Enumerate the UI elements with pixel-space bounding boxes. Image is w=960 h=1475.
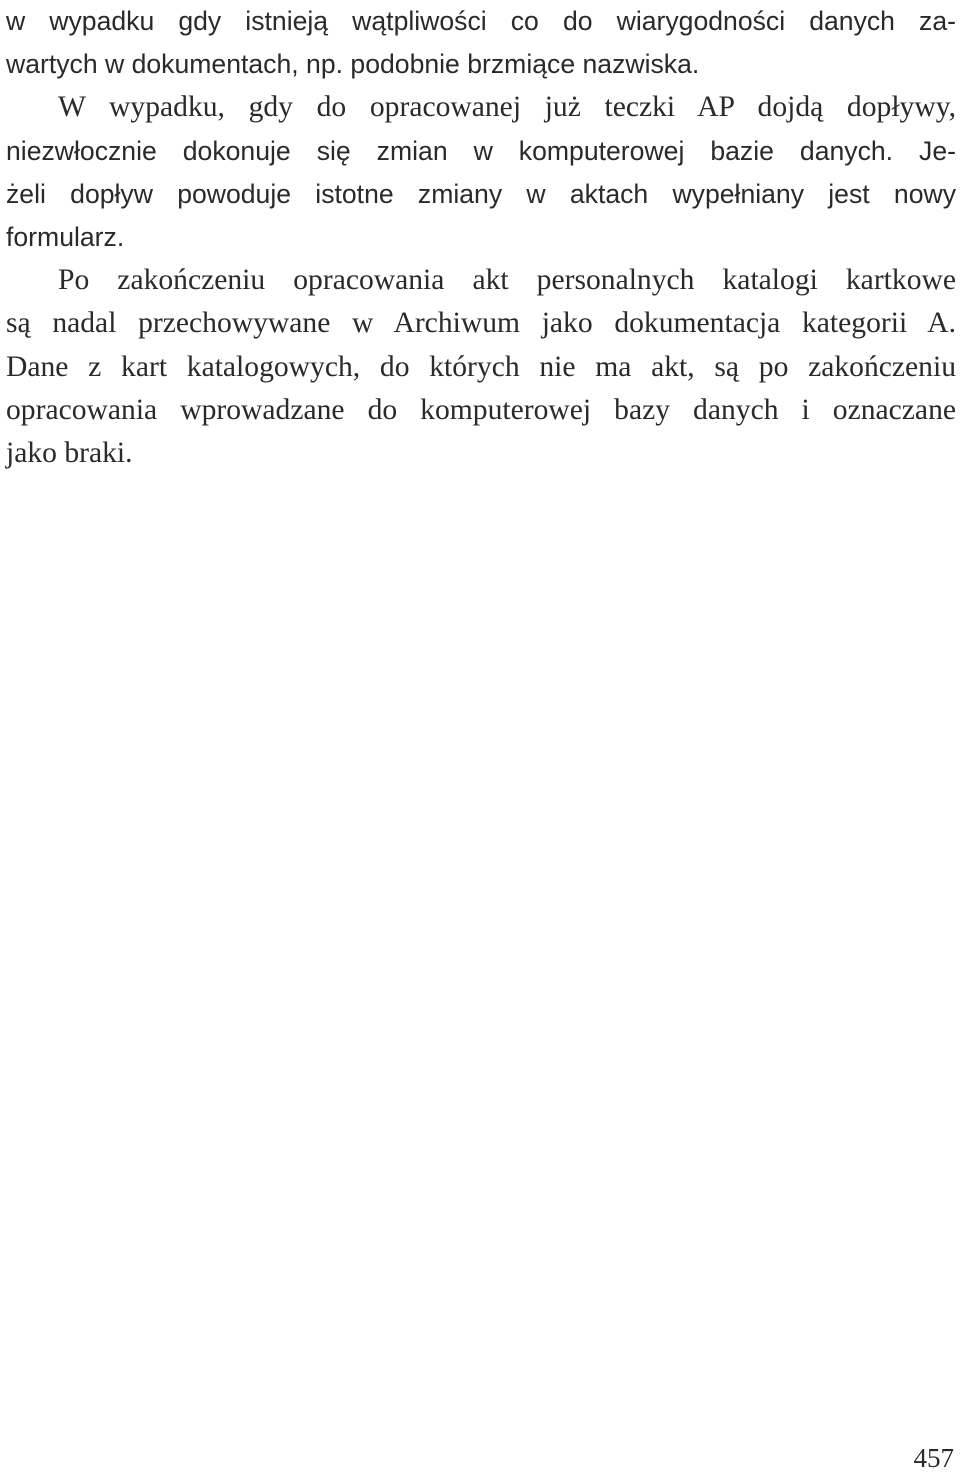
paragraph-3 — [6, 259, 956, 475]
text-line: jako braki. — [6, 436, 133, 469]
text-line: wartych w dokumentach, np. podobnie brzmiące nazwiska. — [6, 49, 700, 80]
text-line: formularz. — [6, 221, 125, 252]
text-line: Po zakończeniu opracowania akt personalnych katalogi kartkowe — [58, 264, 956, 297]
text-line: opracowania wprowadzane do komputerowej bazy danych i oznaczane — [6, 393, 956, 426]
text-line: w wypadku gdy istnieją wątpliwości co do wiarygodności danych za- — [6, 6, 956, 36]
paragraph-2 — [6, 86, 956, 259]
text-line: niezwłocznie dokonuje się zmian w komputerowej bazie danych. Je- — [6, 135, 956, 166]
page-number: 457 — [913, 1443, 954, 1473]
body-text — [6, 0, 956, 475]
paragraph-1 — [6, 0, 956, 86]
text-line: Dane z kart katalogowych, do których nie ma akt, są po zakończeniu — [6, 350, 956, 383]
text-line: W wypadku, gdy do opracowanej już teczki AP dojdą dopływy, — [58, 91, 956, 124]
text-line: żeli dopływ powoduje istotne zmiany w aktach wypełniany jest nowy — [6, 178, 956, 209]
text-line: są nadal przechowywane w Archiwum jako dokumentacja kategorii A. — [6, 307, 956, 340]
